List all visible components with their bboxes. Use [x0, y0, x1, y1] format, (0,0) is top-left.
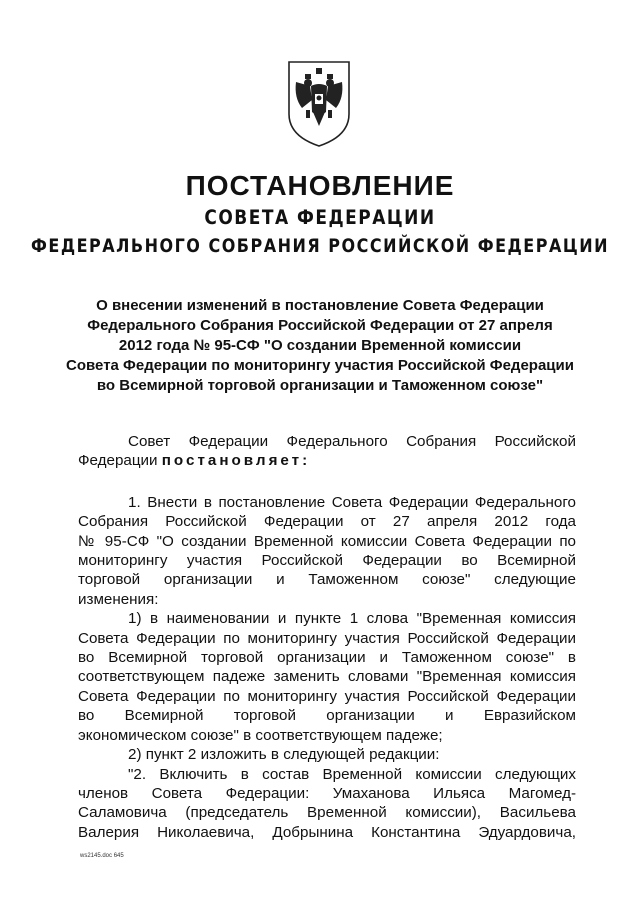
preamble-text: Федерации — [78, 452, 162, 470]
body-line: Собрания Российской Федерации от 27 апреля 2012 года — [78, 513, 576, 531]
body-line: 1) в наименовании и пункте 1 слова "Временная комиссия — [128, 610, 576, 628]
file-reference: ws2145.doc 645 — [80, 853, 124, 859]
document-title: ПОСТАНОВЛЕНИЕ — [185, 170, 455, 201]
body-line: соответствующем падеже заменить словами "Временная комиссия — [78, 668, 576, 686]
body-line: "2. Включить в состав Временной комиссии следующих — [128, 765, 576, 783]
heading-line: Федерального Собрания Российской Федерации от 27 апреля — [87, 317, 553, 334]
body-line: во Всемирной торговой организации и Таможенном союзе" в — [78, 649, 576, 667]
body-line: торговой организации и Таможенном союзе" следующие — [78, 571, 576, 589]
issuer-line-1: СОВЕТА ФЕДЕРАЦИИ — [204, 206, 436, 230]
body-line: Совета Федерации по мониторингу участия Российской Федерации — [78, 687, 576, 705]
preamble-line — [78, 451, 576, 470]
body-line: № 95-СФ "О создании Временной комиссии Совета Федерации по — [78, 532, 576, 550]
resolution-heading — [50, 296, 590, 396]
body-line: Саламовича (председатель Временной комиссии), Васильева — [78, 804, 576, 822]
body-line: 2) пункт 2 изложить в следующей редакции: — [128, 746, 440, 764]
body-line: членов Совета Федерации: Умаханова Ильяса Магомед- — [78, 784, 576, 802]
coat-of-arms-emblem — [286, 56, 352, 148]
heading-line: 2012 года № 95-СФ "О создании Временной комиссии — [118, 337, 522, 354]
body-line: Совета Федерации по мониторингу участия Российской Федерации — [78, 629, 576, 647]
body-line: изменения: — [78, 590, 159, 608]
issuer-line-2: ФЕДЕРАЛЬНОГО СОБРАНИЯ РОССИЙСКОЙ ФЕДЕРАЦИИ — [31, 234, 609, 257]
preamble-line: Совет Федерации Федерального Собрания Российской — [128, 433, 576, 450]
body-line: экономическом союзе" в соответствующем падеже; — [78, 726, 443, 744]
double-headed-eagle-icon — [286, 56, 352, 148]
body-line: Валерия Николаевича, Добрынина Константина Эдуардовича, — [78, 823, 576, 841]
body-line: 1. Внести в постановление Совета Федерации Федерального — [128, 493, 576, 511]
body-line: во Всемирной торговой организации и Евразийском — [78, 707, 576, 725]
heading-line: О внесении изменений в постановление Совета Федерации — [96, 297, 544, 314]
document-body — [78, 432, 576, 842]
heading-line: Совета Федерации по мониторингу участия Российской Федерации — [66, 357, 574, 374]
body-line: мониторингу участия Российской Федерации во Всемирной — [78, 552, 576, 570]
heading-line: во Всемирной торговой организации и Таможенном союзе" — [96, 377, 544, 394]
preamble-decree-word: постановляет: — [161, 452, 311, 470]
